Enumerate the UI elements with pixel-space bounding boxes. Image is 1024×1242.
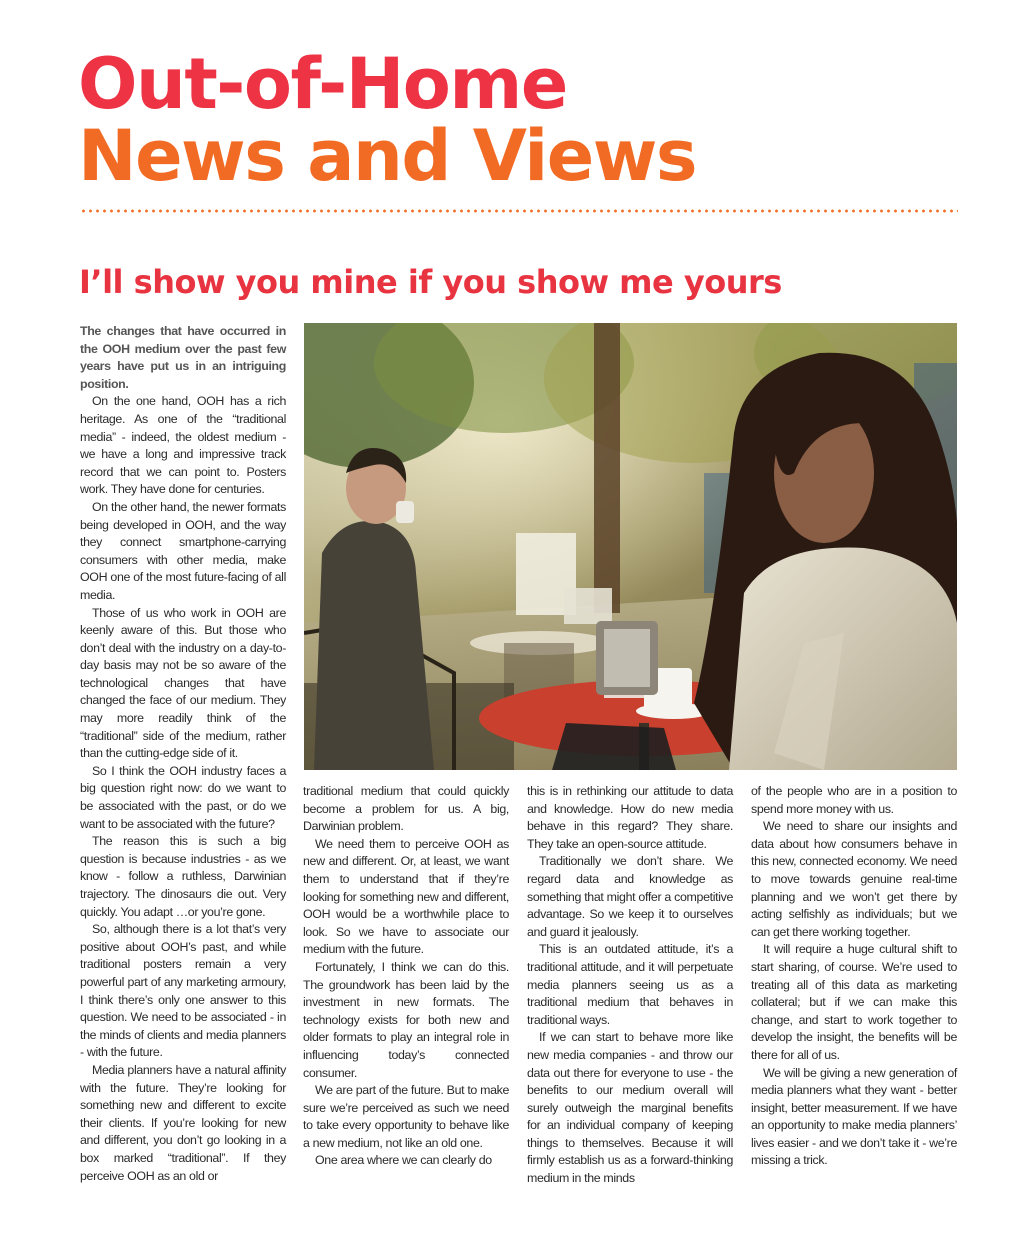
article-column-3 bbox=[527, 783, 733, 1188]
dotted-divider bbox=[80, 209, 958, 213]
body-paragraph: So I think the OOH industry faces a big question right now: do we want to be associated with the past, or do we want to be associated with the future? bbox=[80, 763, 286, 831]
body-paragraph: So, although there is a lot that’s very positive about OOH’s past, and while traditional posters remain a very powerful part of any marketing armoury, I think there’s only one answer to this question. We need to be associated - in the minds of clients and media planners - with the future. bbox=[80, 922, 286, 1060]
masthead bbox=[78, 43, 958, 197]
body-paragraph: Fortunately, I think we can do this. The groundwork has been laid by the investment in new formats. The technology exists for both new and older formats to play an integral role in influencing today’s connected consumer. bbox=[303, 959, 509, 1080]
body-paragraph: We will be giving a new generation of media planners what they want - better insight, better measurement. If we have an opportunity to make media planners’ lives easier - and we don’t take it - we’re missing a trick. bbox=[751, 1065, 957, 1168]
body-paragraph: If we can start to behave more like new media companies - and throw our data out there for everyone to use - the benefits to our medium overall will surely outweigh the marginal benefits for an individual company of keeping things to themselves. Because it will firmly establish us as a forward-thinking medium in the minds bbox=[527, 1030, 733, 1186]
masthead-title-line-2: News and Views bbox=[78, 115, 697, 197]
body-paragraph: On the one hand, OOH has a rich heritage. As one of the “traditional media” - indeed, the oldest medium - we have a long and impressive track record that we can point to. Posters work. They have done for centuries. bbox=[80, 394, 286, 497]
body-paragraph: This is an outdated attitude, it’s a traditional attitude, and it will perpetuate media planners seeing us as a traditional medium that behaves in traditional ways. bbox=[527, 942, 733, 1027]
cafe-photo bbox=[304, 323, 957, 770]
article-column-1 bbox=[80, 323, 286, 1185]
body-paragraph: The reason this is such a big question is because industries - as we know - follow a ruthless, Darwinian trajectory. The dinosaurs die out. Very quickly. You adapt …or you’re gone. bbox=[80, 834, 286, 919]
body-paragraph: Traditionally we don’t share. We regard data and knowledge as something that might offer a competitive advantage. So we keep it to ourselves and guard it jealously. bbox=[527, 854, 733, 939]
article-lead-paragraph: The changes that have occurred in the OOH medium over the past few years have put us in an intriguing position. bbox=[80, 324, 286, 391]
article-headline: I’ll show you mine if you show me yours bbox=[79, 263, 782, 301]
body-paragraph-continued: of the people who are in a position to spend more money with us. bbox=[751, 784, 957, 816]
body-paragraph: One area where we can clearly do bbox=[315, 1153, 492, 1168]
body-paragraph: It will require a huge cultural shift to start sharing, of course. We’re used to treating all of this data as marketing collateral; but if we can make this change, and start to work together to develop the insight, the benefits will be there for all of us. bbox=[751, 942, 957, 1062]
masthead-title-line-1: Out-of-Home bbox=[78, 43, 567, 125]
body-paragraph: Those of us who work in OOH are keenly aware of this. But those who don’t deal with the industry on a day-to-day basis may not be so aware of the technological changes that have changed the face of our medium. They may more readily think of the “traditional” side of the medium, rather than the cutting-edge side of it. bbox=[80, 605, 286, 761]
body-paragraph: Media planners have a natural affinity with the future. They’re looking for something new and different to excite their clients. If you’re looking for new and different, you don’t go looking in a box marked “traditional”. If they perceive OOH as an old or bbox=[80, 1062, 286, 1183]
body-paragraph-continued: this is in rethinking our attitude to data and knowledge. How do new media behave in this regard? They share. They take an open-source attitude. bbox=[527, 784, 733, 851]
body-paragraph-continued: traditional medium that could quickly become a problem for us. A big, Darwinian problem. bbox=[303, 784, 509, 834]
body-paragraph: We are part of the future. But to make sure we’re perceived as such we need to take every opportunity to behave like a new medium, not like an old one. bbox=[303, 1083, 509, 1150]
body-paragraph: We need to share our insights and data about how consumers behave in this new, connected economy. We need to move towards genuine real-time planning and we won’t get there by acting selfishly as individuals; but we can get there working together. bbox=[751, 819, 957, 939]
article-column-4 bbox=[751, 783, 957, 1170]
article-column-2 bbox=[303, 783, 509, 1170]
body-paragraph: On the other hand, the newer formats being developed in OOH, and the way they connect smartphone-carrying consumers with other media, make OOH one of the most future-facing of all media. bbox=[80, 499, 286, 602]
body-paragraph: We need them to perceive OOH as new and different. Or, at least, we want them to understand that if they’re looking for something new and different, OOH would be a worthwhile place to look. So we have to associate our medium with the future. bbox=[303, 836, 509, 957]
